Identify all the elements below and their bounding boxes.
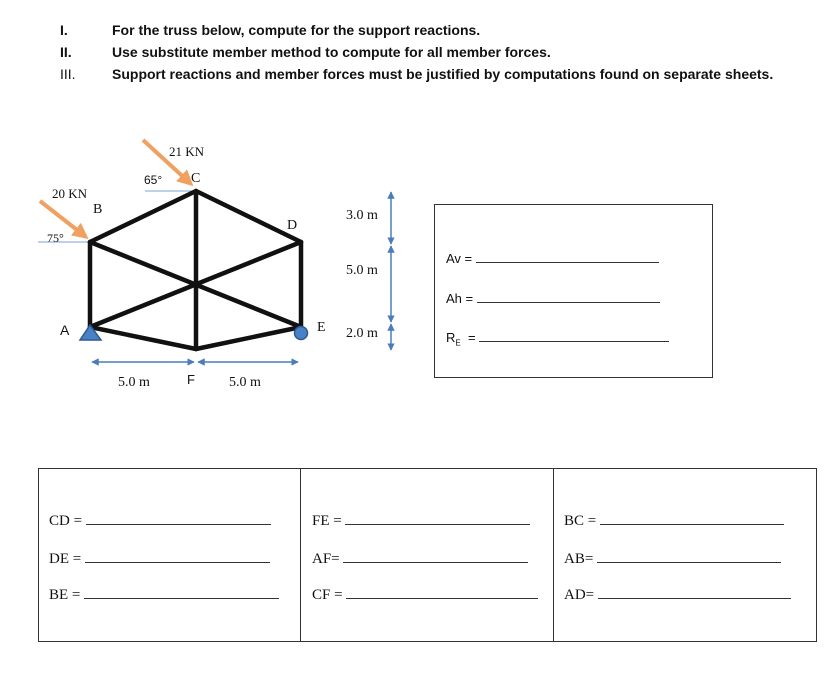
- load-label-21kn: 21 KN: [169, 144, 205, 159]
- reaction-ah-label: Ah =: [446, 291, 474, 306]
- instruction-3-number: III.: [60, 66, 76, 82]
- instruction-1-text: For the truss below, compute for the support reactions.: [112, 22, 481, 38]
- reaction-re-blank[interactable]: [479, 341, 669, 342]
- instruction-3-text: Support reactions and member forces must be justified by computations found on separate sheets.: [112, 66, 774, 82]
- member-row-be: [49, 587, 279, 604]
- node-label-a: A: [60, 322, 70, 338]
- member-row-fe: [312, 513, 530, 530]
- member-row-cf: [312, 587, 538, 604]
- member-label-ab: AB=: [564, 551, 594, 567]
- reaction-ah-blank[interactable]: [477, 302, 660, 303]
- reaction-re-subscript: E: [455, 338, 461, 348]
- member-label-cf: CF =: [312, 587, 343, 603]
- member-blank-ab[interactable]: [597, 562, 781, 563]
- node-label-d: D: [287, 218, 298, 233]
- instruction-1-number: I.: [60, 22, 68, 38]
- member-label-de: DE =: [49, 551, 82, 567]
- member-blank-be[interactable]: [84, 598, 279, 599]
- member-blank-ad[interactable]: [598, 598, 791, 599]
- member-label-bc: BC =: [564, 513, 597, 529]
- reaction-re-label: R: [446, 330, 456, 345]
- load-label-20kn: 20 KN: [52, 186, 88, 201]
- member-row-ad: [564, 587, 791, 604]
- member-blank-bc[interactable]: [600, 524, 784, 525]
- member-label-ad: AD=: [564, 587, 595, 603]
- member-cd: [196, 191, 301, 242]
- member-blank-cf[interactable]: [346, 598, 538, 599]
- member-row-bc: [564, 513, 784, 530]
- dimension-label-h3: 2.0 m: [346, 326, 378, 341]
- dimension-label-w1: 5.0 m: [118, 375, 150, 390]
- reaction-av-label: Av =: [446, 251, 473, 266]
- reaction-av-blank[interactable]: [476, 262, 659, 263]
- roller-support-e: [295, 327, 308, 340]
- truss-members: [90, 191, 301, 349]
- reaction-re: [446, 330, 669, 348]
- member-row-ab: [564, 551, 781, 568]
- angle-label-65: 65°: [144, 173, 163, 187]
- member-blank-af[interactable]: [343, 562, 528, 563]
- member-row-cd: [49, 513, 271, 530]
- member-fe: [196, 327, 301, 349]
- reaction-av: [446, 251, 659, 266]
- column-divider-1: [300, 469, 301, 641]
- instruction-2-number: II.: [60, 44, 72, 60]
- node-label-f: F: [187, 372, 195, 387]
- instruction-2-text: Use substitute member method to compute for all member forces.: [112, 44, 551, 60]
- member-blank-de[interactable]: [85, 562, 270, 563]
- member-af: [90, 327, 196, 349]
- member-label-cd: CD =: [49, 513, 83, 529]
- reactions-box: [434, 204, 713, 378]
- dimension-label-h1: 3.0 m: [346, 208, 378, 223]
- member-bc: [90, 191, 196, 242]
- node-label-c: C: [191, 171, 201, 186]
- reaction-re-equals: =: [460, 330, 476, 345]
- member-blank-fe[interactable]: [345, 524, 530, 525]
- column-divider-2: [553, 469, 554, 641]
- dimension-label-h2: 5.0 m: [346, 263, 378, 278]
- member-forces-box: [38, 468, 817, 642]
- member-blank-cd[interactable]: [86, 524, 271, 525]
- node-label-e: E: [317, 320, 326, 335]
- node-label-b: B: [93, 202, 103, 217]
- dimension-label-w2: 5.0 m: [229, 375, 261, 390]
- member-row-af: [312, 551, 528, 568]
- member-row-de: [49, 551, 270, 568]
- reaction-ah: [446, 291, 660, 306]
- member-label-fe: FE =: [312, 513, 342, 529]
- member-label-be: BE =: [49, 587, 81, 603]
- angle-label-75: 75°: [47, 231, 64, 245]
- member-label-af: AF=: [312, 551, 340, 567]
